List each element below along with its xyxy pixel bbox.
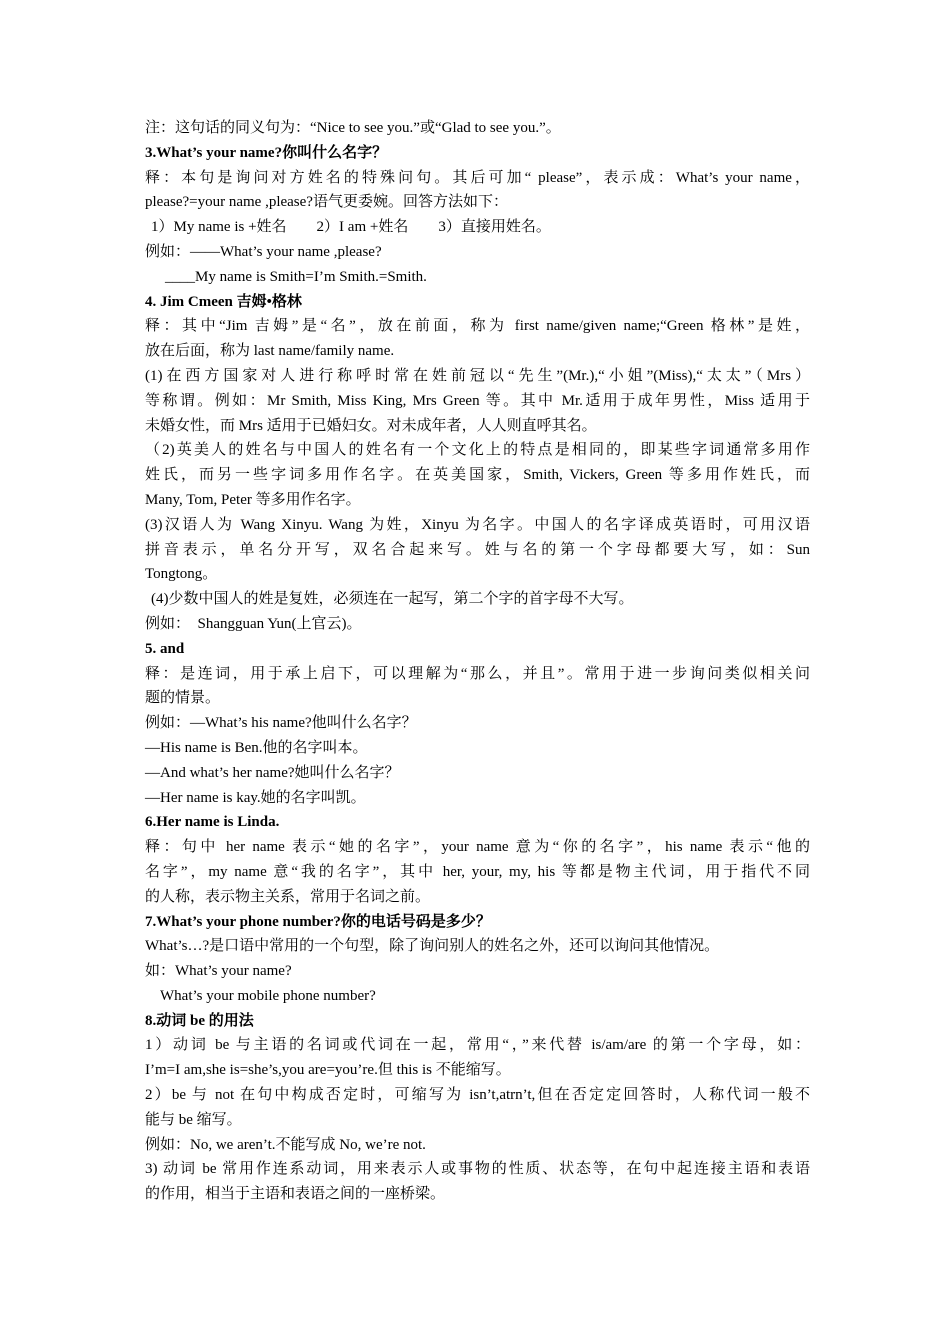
paragraph-line: (4)少数中国人的姓是复姓，必须连在一起写，第二个字的首字母不大写。	[151, 591, 634, 608]
paragraph-line: Tongtong。	[145, 566, 218, 583]
paragraph-line: (1)在西方国家对人进行称呼时常在姓前冠以“先生”(Mr.),“小姐”(Miss),“太太”（Mrs）	[145, 367, 810, 384]
paragraph-line: 拼音表示，单名分开写，双名合起来写。姓与名的第一个字母都要大写，如：Sun	[145, 541, 810, 558]
paragraph-line: 3) 动词 be 常用作连系动词，用来表示人或事物的性质、状态等，在句中起连接主语和表语	[145, 1161, 810, 1178]
example-line: 例如：—What’s his name?他叫什么名字？	[145, 715, 417, 732]
paragraph-line: 放在后面，称为 last name/family name.	[145, 343, 395, 360]
example-line: —Her name is kay.她的名字叫凯。	[145, 789, 366, 806]
example-line: 例如： Shangguan Yun(上官云)。	[145, 615, 362, 632]
paragraph-line: 释：句中 her name 表示“她的名字”，your name 意为“你的名字”，his name 表示“他的	[145, 839, 810, 856]
paragraph-line: （2)英美人的姓名与中国人的姓名有一个文化上的特点是相同的，即某些字词通常多用作	[145, 442, 810, 459]
paragraph-line: 等称谓。例如：Mr Smith, Miss King, Mrs Green 等。其中 Mr.适用于成年男性，Miss 适用于	[145, 392, 810, 409]
answer-methods: 1）My name is +姓名 2）I am +姓名 3）直接用姓名。	[151, 219, 551, 236]
heading-3: 3.What’s your name?你叫什么名字？	[145, 144, 388, 161]
example-line: 例如：No, we aren’t.不能写成 No, we’re not.	[145, 1136, 426, 1153]
example-line: —And what’s her name?她叫什么名字？	[145, 764, 400, 781]
paragraph-line: 名字”，my name 意“我的名字”，其中 her, your, my, his 等都是物主代词，用于指代不同	[145, 863, 810, 880]
paragraph-line: Many, Tom, Peter 等多用作名字。	[145, 491, 361, 508]
example-line: ____My name is Smith=I’m Smith.=Smith.	[165, 268, 427, 285]
paragraph-line: 2）be 与 not 在句中构成否定时，可缩写为 isn’t,atrn’t,但在否定定回答时，人称代词一般不	[145, 1087, 810, 1104]
paragraph-line: (3)汉语人为 Wang Xinyu. Wang 为姓，Xinyu 为名字。中国人的名字译成英语时，可用汉语	[145, 516, 810, 533]
paragraph-line: 释：其中“Jim 吉姆”是“名”，放在前面，称为 first name/given name;“Green 格林”是姓，	[145, 318, 810, 335]
heading-8: 8.动词 be 的用法	[145, 1012, 254, 1029]
paragraph-line: What’s…?是口语中常用的一个句型，除了询问别人的姓名之外，还可以询问其他情况。	[145, 938, 720, 955]
paragraph-line: please?=your name ,please?语气更委婉。回答方法如下：	[145, 194, 508, 211]
paragraph-line: I’m=I am,she is=she’s,you are=you’re.但 this is 不能缩写。	[145, 1062, 511, 1079]
paragraph-line: 题的情景。	[145, 690, 221, 707]
heading-4: 4. Jim Cmeen 吉姆•格林	[145, 293, 302, 310]
heading-6: 6.Her name is Linda.	[145, 814, 280, 831]
paragraph-line: 释：是连词，用于承上启下，可以理解为“那么，并且”。常用于进一步询问类似相关问	[145, 665, 810, 682]
example-line: 如：What’s your name?	[145, 963, 292, 980]
example-line: —His name is Ben.他的名字叫本。	[145, 739, 368, 756]
paragraph-line: 1）动词 be 与主语的名词或代词在一起，常用“，”来代替 is/am/are 的第一个字母，如：	[145, 1037, 810, 1054]
example-line: What’s your mobile phone number?	[160, 987, 376, 1004]
paragraph-line: 能与 be 缩写。	[145, 1111, 242, 1128]
heading-5: 5. and	[145, 640, 185, 657]
heading-7: 7.What’s your phone number?你的电话号码是多少？	[145, 913, 491, 930]
paragraph-line: 未婚女性，而 Mrs 适用于已婚妇女。对未成年者，人人则直呼其名。	[145, 417, 597, 434]
paragraph-line: 姓氏，而另一些字词多用作名字。在英美国家，Smith, Vickers, Green 等多用作姓氏，而	[145, 467, 810, 484]
note-synonym: 注：这句话的同义句为：“Nice to see you.”或“Glad to see you.”。	[145, 120, 561, 136]
paragraph-line: 释：本句是询问对方姓名的特殊问句。其后可加“ please”，表示成：What’s your name，	[145, 169, 810, 186]
paragraph-line: 的作用，相当于主语和表语之间的一座桥梁。	[145, 1186, 446, 1203]
example-line: 例如：——What’s your name ,please?	[145, 243, 382, 260]
paragraph-line: 的人称，表示物主关系，常用于名词之前。	[145, 888, 431, 905]
document-page	[145, 116, 810, 1207]
